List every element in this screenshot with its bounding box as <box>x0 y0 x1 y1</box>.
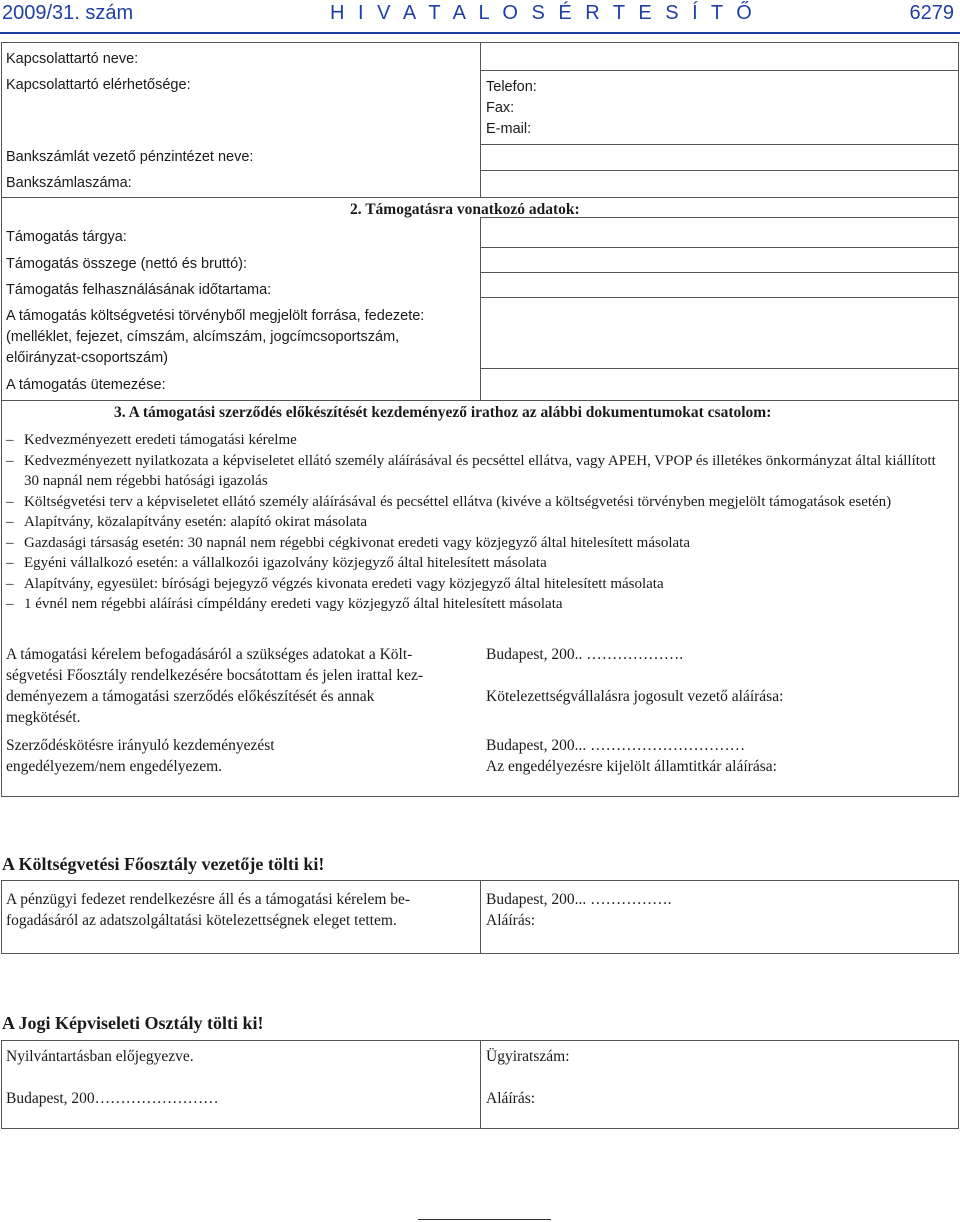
list-item: – Költségvetési terv a képviseletet ellátó személy aláírásával és pecséttel ellátva (kivéve a költségvetési törvényben megjelölt támogatások esetén) <box>6 493 892 510</box>
issue-number: 2009/31. szám <box>2 2 134 24</box>
page-header <box>0 0 960 32</box>
schedule-label: A támogatás ütemezése: <box>6 377 166 393</box>
attachments-list <box>6 430 954 615</box>
section2-title: 2. Támogatásra vonatkozó adatok: <box>350 201 580 218</box>
registered-label: Nyilvántartásban előjegyezve. <box>6 1048 194 1065</box>
budget-date-field: Budapest, 200... ……………. <box>486 891 672 908</box>
amount-label: Támogatás összege (nettó és bruttó): <box>6 256 247 272</box>
request-text-line1: A támogatási kérelem befogadásáról a szükséges adatokat a Költ- <box>6 646 413 663</box>
budget-divider <box>480 880 481 954</box>
signature-label-2: Az engedélyezésre kijelölt államtitkár aláírása: <box>486 758 777 775</box>
row-line <box>480 247 959 248</box>
publication-title: H I V A T A L O S É R T E S Í T Ő <box>330 2 756 24</box>
legal-heading: A Jogi Képviseleti Osztály tölti ki! <box>2 1013 264 1033</box>
list-item: – Alapítvány, egyesület: bírósági bejegyző végzés kivonata eredeti vagy közjegyző által hitelesített másolata <box>6 575 664 592</box>
source-label-line2: (melléklet, fejezet, címszám, alcímszám, jogcímcsoportszám, <box>6 329 400 345</box>
row-line <box>1 197 959 198</box>
legal-signature-label: Aláírás: <box>486 1090 536 1107</box>
list-item: – Egyéni vállalkozó esetén: a vállalkozói igazolvány közjegyző által hitelesített másolata <box>6 555 547 571</box>
list-item: – Gazdasági társaság esetén: 30 napnál nem régebbi cégkivonat eredeti vagy közjegyző által hitelesített másolata <box>6 534 690 551</box>
request-text-line3: deményezem a támogatási szerződés előkészítését és annak <box>6 688 375 705</box>
subject-label: Támogatás tárgya: <box>6 229 127 245</box>
source-label-line1: A támogatás költségvetési törvényből megjelölt forrása, fedezete: <box>6 308 425 324</box>
row-line <box>480 144 959 145</box>
date-field-1: Budapest, 200.. ………………. <box>486 646 684 663</box>
fax-label: Fax: <box>486 100 515 116</box>
budget-heading: A Költségvetési Főosztály vezetője tölti ki! <box>2 854 325 874</box>
file-number-label: Ügyiratszám: <box>486 1048 570 1065</box>
row-line <box>1 400 959 401</box>
date-field-2: Budapest, 200... ………………………… <box>486 737 746 754</box>
row-line <box>480 272 959 273</box>
email-label: E-mail: <box>486 121 532 137</box>
row-line <box>480 170 959 171</box>
bank-account-label: Bankszámlaszáma: <box>6 175 132 191</box>
contact-name-label: Kapcsolattartó neve: <box>6 51 139 67</box>
section3-title: 3. A támogatási szerződés előkészítését kezdeményező irathoz az alábbi dokumentumokat csatolom: <box>114 404 772 421</box>
column-divider-mid <box>480 217 481 400</box>
request-text-line2: ségvetési Főosztály rendelkezésére bocsátottam és jelen irattal kez- <box>6 667 424 684</box>
bank-name-label: Bankszámlát vezető pénzintézet neve: <box>6 149 254 165</box>
budget-signature-label: Aláírás: <box>486 912 536 929</box>
signature-label-1: Kötelezettségvállalásra jogosult vezető aláírása: <box>486 688 784 705</box>
footer-rule <box>418 1219 551 1220</box>
budget-text-line2: fogadásáról az adatszolgáltatási kötelezettségnek eleget tettem. <box>6 912 397 929</box>
legal-divider <box>480 1040 481 1129</box>
row-line <box>480 297 959 298</box>
legal-date-field: Budapest, 200…………………… <box>6 1090 219 1107</box>
approve-text-line1: Szerződéskötésre irányuló kezdeményezést <box>6 737 275 754</box>
approve-text-line2: engedélyezem/nem engedélyezem. <box>6 758 223 775</box>
header-rule <box>0 32 960 34</box>
source-label-line3: előirányzat-csoportszám) <box>6 350 168 366</box>
budget-text-line1: A pénzügyi fedezet rendelkezésre áll és a támogatási kérelem be- <box>6 891 411 908</box>
list-item: – 1 évnél nem régebbi aláírási címpéldány eredeti vagy közjegyző által hitelesített másolata <box>6 596 563 612</box>
list-item: – Kedvezményezett eredeti támogatási kérelme <box>6 432 297 448</box>
column-divider-top <box>480 42 481 197</box>
page-number: 6279 <box>909 2 954 24</box>
list-item: – Kedvezményezett nyilatkozata a képviseletet ellátó személy aláírásával és pecséttel ellátva, vagy APEH, VPOP és illetékes önkormányzat által kiállított 30 napnál nem régebbi hatósági igazolás <box>6 452 936 489</box>
duration-label: Támogatás felhasználásának időtartama: <box>6 282 272 298</box>
contact-reach-label: Kapcsolattartó elérhetősége: <box>6 77 191 93</box>
row-line <box>480 368 959 369</box>
phone-label: Telefon: <box>486 79 537 95</box>
list-item: – Alapítvány, közalapítvány esetén: alapító okirat másolata <box>6 514 368 530</box>
row-line <box>480 70 959 71</box>
request-text-line4: megkötését. <box>6 709 81 726</box>
